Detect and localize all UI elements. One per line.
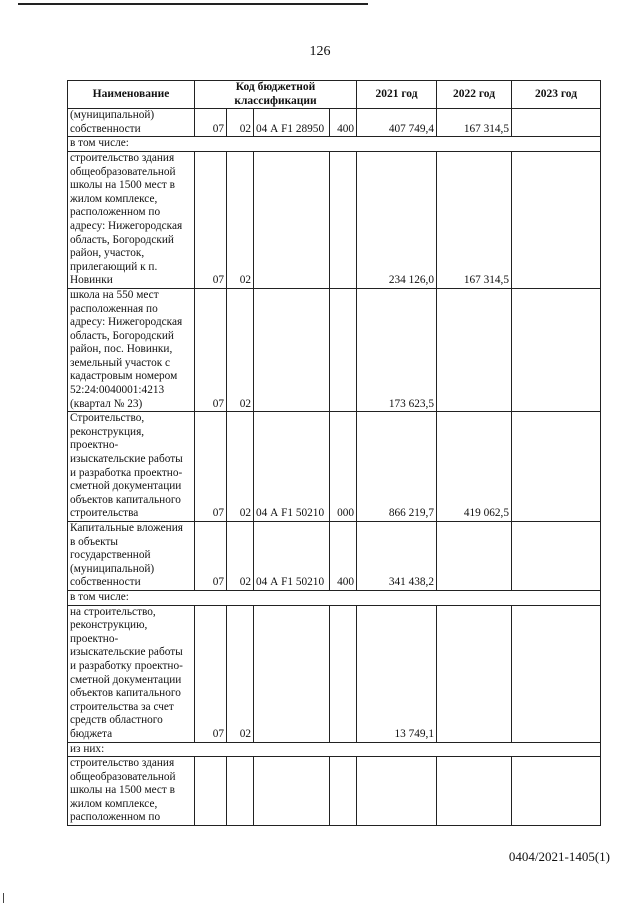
code-type-cell: 400	[330, 522, 357, 591]
code-section-cell	[195, 757, 227, 826]
value-2021-cell: 866 219,7	[357, 412, 437, 522]
budget-table	[67, 80, 601, 826]
section-label: из них:	[68, 742, 601, 757]
table-row	[68, 151, 601, 288]
table-row	[68, 412, 601, 522]
header-2021: 2021 год	[357, 81, 437, 109]
code-target-cell	[254, 288, 330, 411]
value-2023-cell	[512, 412, 601, 522]
table-row	[68, 757, 601, 826]
code-section-cell: 07	[195, 288, 227, 411]
value-2023-cell	[512, 151, 601, 288]
code-type-cell	[330, 757, 357, 826]
value-2023-cell	[512, 288, 601, 411]
code-target-cell	[254, 757, 330, 826]
value-2022-cell	[437, 757, 512, 826]
value-2023-cell	[512, 605, 601, 742]
table-row	[68, 522, 601, 591]
value-2022-cell: 167 314,5	[437, 151, 512, 288]
value-2021-cell: 13 749,1	[357, 605, 437, 742]
code-subsection-cell: 02	[227, 151, 254, 288]
top-rule	[18, 3, 368, 5]
value-2022-cell	[437, 605, 512, 742]
value-2021-cell: 407 749,4	[357, 109, 437, 137]
code-section-cell: 07	[195, 522, 227, 591]
header-2023: 2023 год	[512, 81, 601, 109]
code-subsection-cell: 02	[227, 412, 254, 522]
row-name-cell: Строительство, реконструкция, проектно- изыскательские работы и разработка проектно- сметной документации объектов капитального строительства	[68, 412, 195, 522]
value-2023-cell	[512, 522, 601, 591]
value-2021-cell: 341 438,2	[357, 522, 437, 591]
code-type-cell: 000	[330, 412, 357, 522]
code-section-cell: 07	[195, 412, 227, 522]
page-number: 126	[309, 44, 331, 59]
edge-mark	[3, 893, 4, 903]
code-target-cell: 04 А F1 50210	[254, 412, 330, 522]
table-row	[68, 288, 601, 411]
table-header-row	[68, 81, 601, 109]
table-row	[68, 590, 601, 605]
header-2022: 2022 год	[437, 81, 512, 109]
code-type-cell: 400	[330, 109, 357, 137]
table-row	[68, 742, 601, 757]
row-name-cell: Капитальные вложения в объекты государственной (муниципальной) собственности	[68, 522, 195, 591]
code-section-cell: 07	[195, 605, 227, 742]
table-row	[68, 137, 601, 152]
code-target-cell	[254, 151, 330, 288]
row-name-cell: на строительство, реконструкцию, проектно- изыскательские работы и разработку проектно- сметной документации объектов капитального строительства за счет средств областного бюджета	[68, 605, 195, 742]
row-name-cell: школа на 550 мест расположенная по адресу: Нижегородская область, Богородский район, пос. Новинки, земельный участок с кадастровым номером 52:24:0040001:4213 (квартал № 23)	[68, 288, 195, 411]
code-subsection-cell	[227, 757, 254, 826]
document-number: 0404/2021-1405(1)	[508, 849, 610, 864]
value-2021-cell	[357, 757, 437, 826]
table-body	[68, 109, 601, 826]
row-name-cell: строительство здания общеобразовательной школы на 1500 мест в жилом комплексе, расположенном по адресу: Нижегородская область, Богородский район, участок, прилегающий к п. Новинки	[68, 151, 195, 288]
value-2023-cell	[512, 109, 601, 137]
value-2022-cell: 167 314,5	[437, 109, 512, 137]
code-type-cell	[330, 151, 357, 288]
value-2022-cell	[437, 288, 512, 411]
row-name-cell: строительство здания общеобразовательной школы на 1500 мест в жилом комплексе, расположенном по	[68, 757, 195, 826]
code-section-cell: 07	[195, 109, 227, 137]
code-section-cell: 07	[195, 151, 227, 288]
value-2022-cell	[437, 522, 512, 591]
code-type-cell	[330, 605, 357, 742]
code-target-cell	[254, 605, 330, 742]
header-code: Код бюджетной классификации	[195, 81, 357, 109]
header-name: Наименование	[68, 81, 195, 109]
table-row	[68, 109, 601, 137]
table-row	[68, 605, 601, 742]
code-target-cell: 04 А F1 50210	[254, 522, 330, 591]
code-target-cell: 04 А F1 28950	[254, 109, 330, 137]
section-label: в том числе:	[68, 137, 601, 152]
value-2021-cell: 173 623,5	[357, 288, 437, 411]
section-label: в том числе:	[68, 590, 601, 605]
code-subsection-cell: 02	[227, 288, 254, 411]
code-subsection-cell: 02	[227, 109, 254, 137]
value-2023-cell	[512, 757, 601, 826]
value-2022-cell: 419 062,5	[437, 412, 512, 522]
row-name-cell: (муниципальной) собственности	[68, 109, 195, 137]
code-subsection-cell: 02	[227, 605, 254, 742]
code-type-cell	[330, 288, 357, 411]
value-2021-cell: 234 126,0	[357, 151, 437, 288]
code-subsection-cell: 02	[227, 522, 254, 591]
